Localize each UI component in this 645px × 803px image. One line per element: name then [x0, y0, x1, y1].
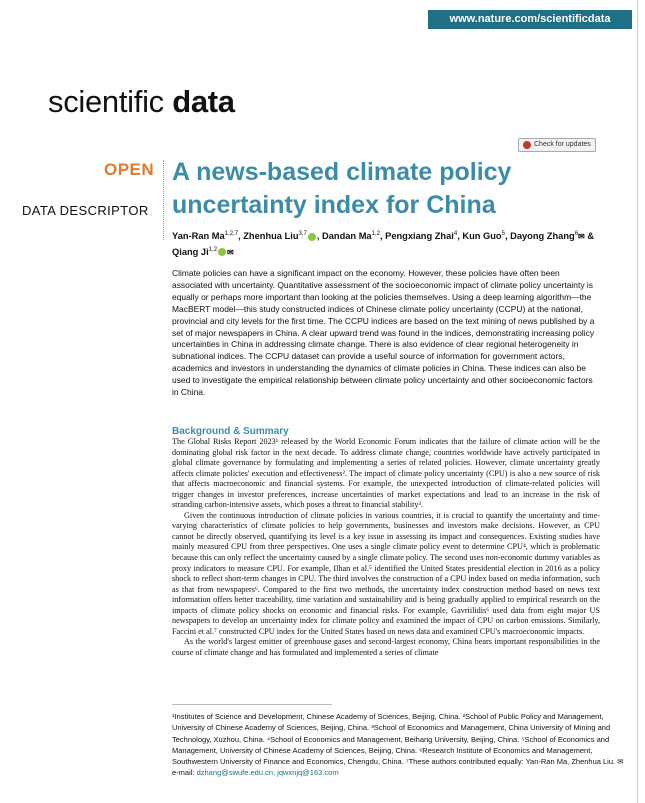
article-title: A news-based climate policy uncertainty index for China	[172, 158, 512, 219]
journal-name-light: scientific	[48, 84, 173, 119]
author-name: Pengxiang Zhai	[385, 231, 454, 242]
orcid-icon[interactable]	[218, 248, 226, 256]
author-affiliation-sup: 1,2	[371, 231, 380, 237]
affiliations-text: ¹Institutes of Science and Development, Chinese Academy of Sciences, Beijing, China. ²School of Public Policy and Management, University of Chinese Academy of Sciences, Beijing, China. ³School of Economics and Management, China University of Mining and Technology, Xuzhou, China. ⁴School of Economics and Management, Beihang University, Beijing, China. ⁵School of Economics and Management, University of Chinese Academy of Sciences, Beijing, China. ⁶Research Institute of Economics and Management, Southwestern University of Finance and Economics, Chengdu, China. ⁷These authors contributed equally: Yan-Ran Ma, Zhenhua Liu. ✉e-mail:	[172, 712, 624, 778]
footnote-rule	[172, 704, 332, 705]
open-access-label: OPEN	[104, 160, 155, 179]
body-paragraph: The Global Risks Report 2023¹ released by the World Economic Forum indicates that the failure of climate action will be the dominating global risk factor in the next decade. To address climate change, countries worldwide have actively participated in global climate governance by formulating and implementing a series of related policies. However, climate uncertainty greatly affects climate policies' execution and effectiveness². The impact of climate policy uncertainty (CPU) is also a new source of risk that affects macroeconomic and financial systems. For example, the unexpected introduction of climate-related policies will trigger changes in investor preferences, increase uncertainties of market expectations and lead to an increase in the risk of stranding carbon-intensive assets, which poses a threat to financial stability³.	[172, 437, 600, 510]
author[interactable]	[322, 231, 380, 241]
check-updates-icon	[523, 141, 531, 149]
label-divider	[163, 160, 164, 240]
author[interactable]	[243, 231, 317, 241]
author-affiliation-sup: 1,2,7	[224, 231, 239, 237]
author-name: Zhenhua Liu	[243, 231, 299, 242]
author[interactable]	[172, 231, 238, 241]
journal-name-bold: data	[172, 84, 235, 119]
author-affiliation-sup: 3,7	[298, 231, 307, 237]
author[interactable]	[385, 231, 457, 241]
journal-url-link[interactable]: www.nature.com/scientificdata	[428, 10, 632, 29]
author-affiliation-sup: 1,2	[208, 246, 218, 253]
affiliations-footnote	[172, 711, 627, 779]
email-link[interactable]: dzhang@swufe.edu.cn; jqwxnjq@163.com	[196, 768, 339, 778]
author[interactable]	[172, 247, 234, 257]
envelope-icon[interactable]: ✉	[227, 247, 234, 257]
author-affiliation-sup: 4	[453, 231, 458, 237]
author-name: Qiang Ji	[172, 246, 209, 257]
author[interactable]	[462, 231, 505, 241]
orcid-icon[interactable]	[308, 233, 316, 241]
author-name: Dandan Ma	[322, 231, 372, 242]
author-name: Dayong Zhang	[510, 231, 575, 242]
author-affiliation-sup: 6	[574, 231, 579, 237]
check-for-updates-button[interactable]	[518, 138, 596, 152]
page-edge-line	[637, 0, 638, 803]
author-name: Yan-Ran Ma	[172, 231, 225, 242]
body-paragraph: Given the continuous introduction of climate policies in various countries, it is crucial to quantify the uncertainty and time-varying characteristics of climate policies to help governments, businesses and investors make decisions. However, as CPU cannot be directly observed, quantifying its level is a key issue in assessing its impact and consequences. Existing studies have mainly measured CPU from three perspectives. One uses a single climate policy event to determine CPU⁴, which is problematic because this can only reflect the uncertainty caused by a single climate policy. The second uses non-economic dummy variables as proxy indicators to measure CPU. For example, Ilhan et al.⁵ identified the United States presidential election in 2016 as a policy shock to reflect short-term changes in CPU. The third involves the construction of a CPU index based on media information, such as that from newspapers⁶. Compared to the first two methods, the uncertainty index construction method based on news text information offers better traceability, time variation and sustainability and is being gradually applied to empirical research on the impacts of climate policy shocks on economic and financial risks. For example, Gavriilidis⁶ used data from eight major US newspapers to develop an uncertainty index for climate policy and examined the impact of CPU on carbon emissions. Similarly, Faccini et al.⁷ constructed CPU index for the United States based on news data and examined CPU's macroeconomic impacts.	[172, 510, 600, 636]
envelope-icon[interactable]: ✉	[578, 232, 585, 242]
author[interactable]	[510, 231, 585, 241]
author-list: Yan-Ran Ma$^{1,2,7}$, Zhenhua Liu$^{3,7}$ , Dandan Ma$^{1,2}$, Pengxiang Zhai$^4$, Kun Guo$^5$, Dayong Zhang$^6$✉ & Qiang Ji$^{1,2}$ ✉	[172, 231, 595, 257]
body-text	[172, 437, 600, 658]
author-name: Kun Guo	[462, 231, 502, 242]
section-heading: Background & Summary	[172, 426, 289, 437]
check-updates-label: Check for updates	[534, 141, 591, 148]
author-affiliation-sup: 5	[501, 231, 505, 237]
article-type-label: DATA DESCRIPTOR	[22, 203, 149, 218]
abstract: Climate policies can have a significant impact on the economy. However, these policies have often been associated with uncertainty. Quantitative assessment of the socioeconomic impact of climate policy uncertainty is equally or perhaps more important than looking at the policies themselves. Using a deep learning algorithm—the MacBERT model—this study constructed indices of Chinese climate policy uncertainty (CCPU) at the national, provincial and city levels for the first time. The CCPU indices are based on the text mining of news published by a set of major newspapers in China. A clear upward trend was found in the indices, demonstrating increasing policy uncertainties in China in addressing climate change. There is also evidence of clear regional heterogeneity in subnational indices. The CCPU dataset can provide a useful source of information for government actors, academics and investors in understanding the dynamics of climate policies in China. These indices can also be used to investigate the empirical relationship between climate policy uncertainty and other socioeconomic factors in China.	[172, 268, 595, 398]
body-paragraph: As the world's largest emitter of greenhouse gases and second-largest economy, China bears important responsibilities in the course of climate change and has formulated and implemented a series of climate	[172, 637, 600, 657]
journal-logo	[48, 82, 235, 122]
